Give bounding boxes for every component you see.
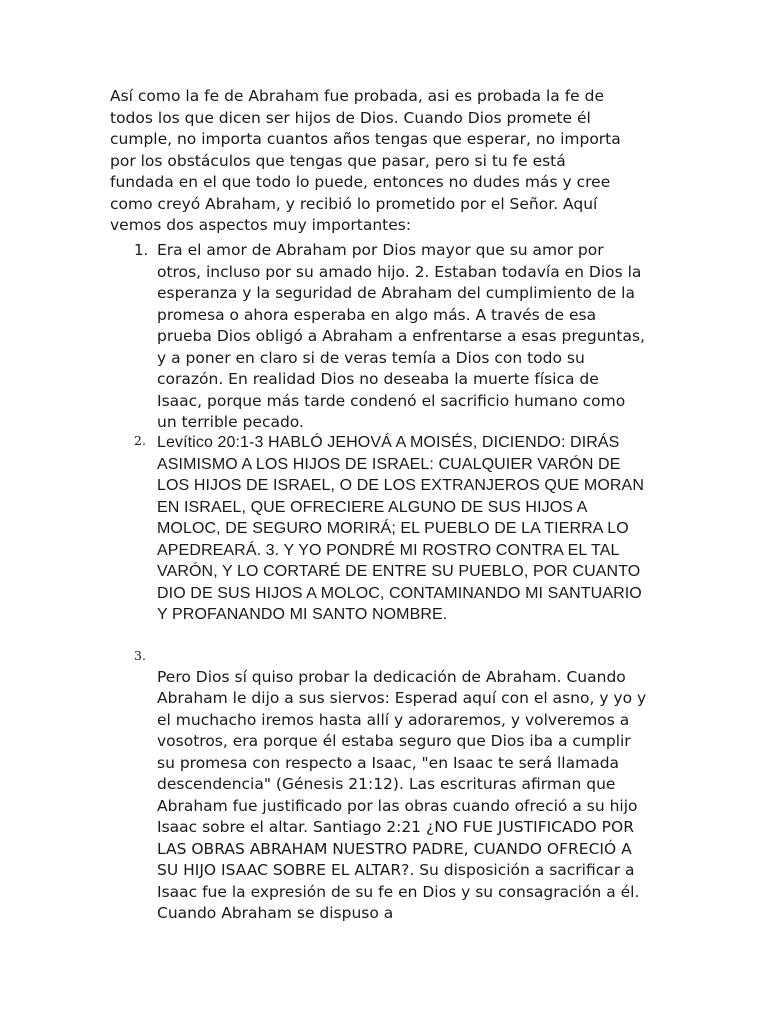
- list-item: [0, 430, 768, 645]
- list-item-text: Levítico 20:1-3 HABLÓ JEHOVÁ A MOISÉS, DICIENDO: DIRÁS ASIMISMO A LOS HIJOS DE ISRAEL: CUALQUIER VARÓN DE LOS HIJOS DE ISRAEL, O DE LOS EXTRANJEROS QUE MORAN EN ISRAEL, QUE OFRECIERE ALGUNO DE SUS HIJOS A MOLOC, DE SEGURO MORIRÁ; EL PUEBLO DE LA TIERRA LO APEDREARÁ. 3. Y YO PONDRÉ MI ROSTRO CONTRA EL TAL VARÓN, Y LO CORTARÉ DE ENTRE SU PUEBLO, POR CUANTO DIO DE SUS HIJOS A MOLOC, CONTAMINANDO MI SANTUARIO Y PROFANANDO MI SANTO NOMBRE.: [157, 434, 644, 623]
- list-item-text: Pero Dios sí quiso probar la dedicación de Abraham. Cuando Abraham le dijo a sus siervos: Esperad aquí con el asno, y yo y el muchacho iremos hasta allí y adoraremos, y volveremos a vosotros, era porque él estaba seguro que Dios iba a cumplir su promesa con respecto a Isaac, "en Isaac te será llamada descendencia" (Génesis 21:12). Las escrituras afirman que Abraham fue justificado por las obras cuando ofreció a su hijo Isaac sobre el altar. Santiago 2:21 ¿NO FUE JUSTIFICADO POR LAS OBRAS ABRAHAM NUESTRO PADRE, CUANDO OFRECIÓ A SU HIJO ISAAC SOBRE EL ALTAR?. Su disposición a sacrificar a Isaac fue la expresión de su fe en Dios y su consagración a él. Cuando Abraham se dispuso a: [157, 667, 647, 922]
- numbered-list: [0, 240, 768, 925]
- list-item-number: 2.: [134, 433, 146, 448]
- list-item-number: 3.: [134, 648, 146, 663]
- list-item: [0, 240, 768, 430]
- list-item-text: Era el amor de Abraham por Dios mayor que su amor por otros, incluso por su amado hijo. 2. Estaban todavía en Dios la esperanza y la seguridad de Abraham del cumplimiento de la promesa o ahora esperaba en algo más. A través de esa prueba Dios obligó a Abraham a enfrentarse a esas preguntas, y a poner en claro si de veras temía a Dios con todo su corazón. En realidad Dios no deseaba la muerte física de Isaac, porque más tarde condenó el sacrificio humano como un terrible pecado.: [157, 241, 645, 431]
- list-item: [0, 645, 768, 925]
- list-item-number: 1.: [134, 241, 149, 259]
- intro-paragraph: Así como la fe de Abraham fue probada, asi es probada la fe de todos los que dicen ser hijos de Dios. Cuando Dios promete él cumple, no importa cuantos años tengas que esperar, no importa por los obstáculos que tengas que pasar, pero si tu fe está fundada en el que todo lo puede, entonces no dudes más y cree como creyó Abraham, y recibió lo prometido por el Señor. Aquí vemos dos aspectos muy importantes:: [110, 87, 621, 234]
